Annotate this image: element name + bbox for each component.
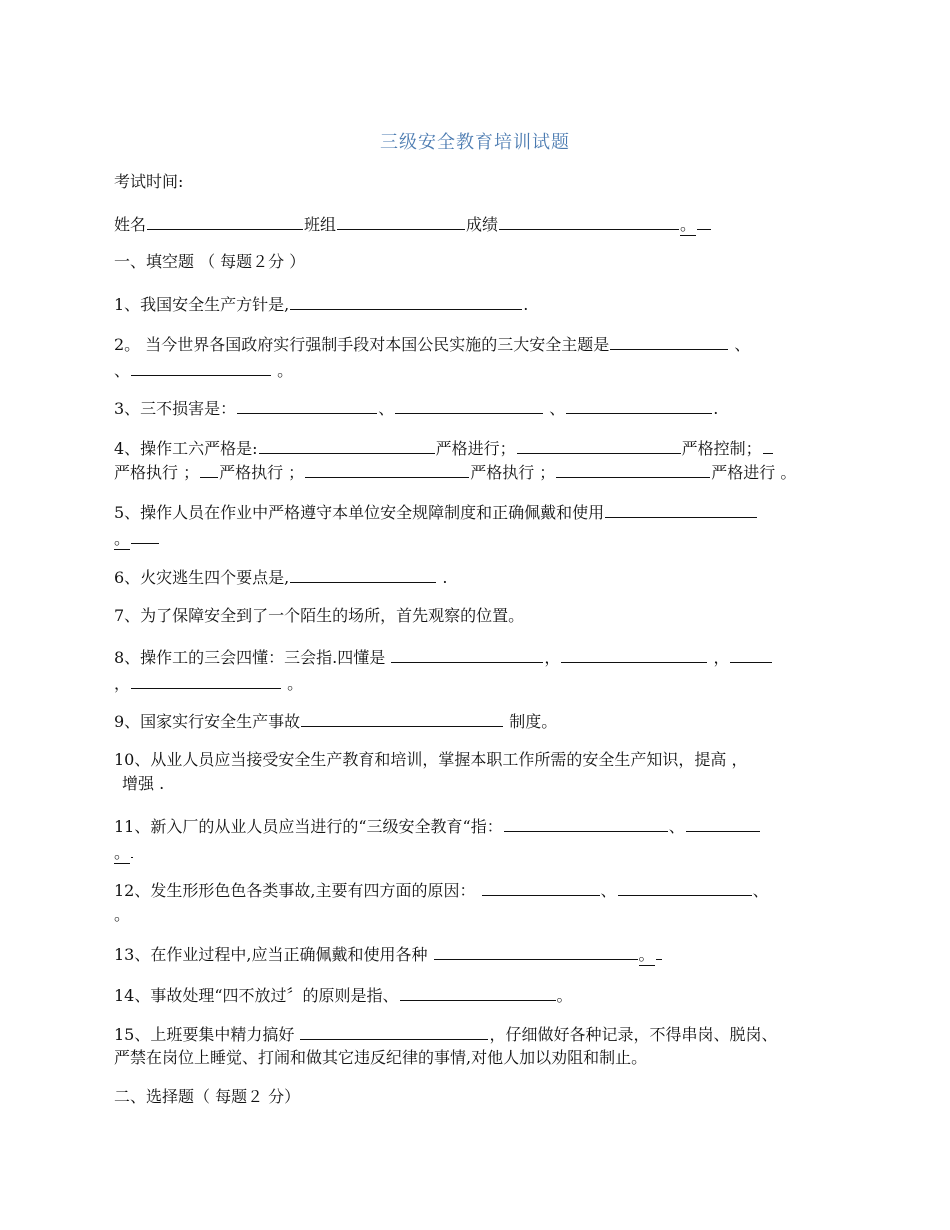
question-1 xyxy=(114,293,850,313)
question-13 xyxy=(114,943,850,963)
score-blank[interactable] xyxy=(499,213,679,230)
q2-blank-2[interactable] xyxy=(131,359,271,376)
class-blank[interactable] xyxy=(337,213,465,230)
q15-blank[interactable] xyxy=(300,1023,488,1040)
q15-rest: ，仔细做好各种记录，不得串岗、脱岗、 xyxy=(489,1025,778,1044)
q2-end: 。 xyxy=(272,361,294,380)
question-12-line2: 。 xyxy=(114,905,131,924)
question-4-line2 xyxy=(114,461,850,481)
exam-time-label: 考试时间: xyxy=(114,172,184,191)
q6-blank[interactable] xyxy=(290,566,436,583)
q2-blank-1[interactable] xyxy=(610,333,728,350)
question-7: 7、为了保障安全到了一个陌生的场所，首先观察的位置。 xyxy=(114,606,525,625)
q4-p2: 严格控制； xyxy=(681,439,762,458)
student-info-line xyxy=(114,213,850,233)
question-15-line2: 严禁在岗位上睡觉、打闹和做其它违反纪律的事情,对他人加以劝阻和制止。 xyxy=(114,1048,648,1067)
question-1-text: 1、我国安全生产方针是, xyxy=(114,295,290,314)
question-3 xyxy=(114,397,850,417)
question-2-text: 2。 当今世界各国政府实行强制手段对本国公民实施的三大安全主题是 xyxy=(114,335,610,354)
q8-sep1: ， xyxy=(544,648,561,667)
q4-blank-4[interactable] xyxy=(200,461,218,478)
q3-sep1: 、 xyxy=(378,399,395,418)
q11-blank-2[interactable] xyxy=(686,815,760,832)
class-label: 班组 xyxy=(304,215,337,234)
question-14 xyxy=(114,984,850,1004)
q2-sep: 、 xyxy=(729,335,751,354)
q8-end: 。 xyxy=(282,674,304,693)
q13-blank[interactable] xyxy=(434,943,638,960)
name-label: 姓名 xyxy=(114,215,147,234)
question-10: 10、从业人员应当接受安全生产教育和培训，掌握本职工作所需的安全生产知识，提高 ， xyxy=(114,750,748,769)
question-13-text: 13、在作业过程中,应当正确佩戴和使用各种 xyxy=(114,945,433,964)
q5-blank[interactable] xyxy=(605,501,757,518)
section2-heading: 二、选择题（ 每题２ 分） xyxy=(114,1087,301,1106)
question-4 xyxy=(114,437,850,457)
q4-blank-5[interactable] xyxy=(305,461,469,478)
q5-tail-blank xyxy=(131,527,159,544)
question-10-line2: 增强 . xyxy=(122,774,165,793)
q12-sep1: 、 xyxy=(600,881,617,900)
q11-end: 。 xyxy=(114,843,131,862)
question-5-line2 xyxy=(114,527,850,547)
exam-time-line xyxy=(114,172,850,192)
score-tail-blank xyxy=(697,213,711,230)
q11-tail-blank xyxy=(131,841,133,858)
q8-blank-1[interactable] xyxy=(391,646,543,663)
question-12-text: 12、发生形形色色各类事故,主要有四方面的原因： xyxy=(114,881,481,900)
question-5 xyxy=(114,501,850,521)
q8-blank-2[interactable] xyxy=(561,646,707,663)
question-3-text: 3、三不损害是： xyxy=(114,399,237,418)
question-9-text: 9、国家实行安全生产事故 xyxy=(114,712,301,731)
q3-sep2: 、 xyxy=(544,399,566,418)
q12-sep2: 、 xyxy=(752,881,769,900)
question-12 xyxy=(114,879,850,899)
question-15-text: 15、上班要集中精力搞好 xyxy=(114,1025,300,1044)
q9-end: 制度。 xyxy=(504,712,558,731)
q3-blank-3[interactable] xyxy=(566,397,712,414)
q6-end: . xyxy=(437,568,448,587)
question-8 xyxy=(114,646,850,666)
q4-line2-d: 严格进行 。 xyxy=(711,463,797,482)
q4-blank-6[interactable] xyxy=(556,461,710,478)
question-15 xyxy=(114,1023,850,1043)
q1-blank[interactable] xyxy=(290,293,522,310)
q4-line2-c: 严格执行 ； xyxy=(470,463,556,482)
q11-sep: 、 xyxy=(668,817,685,836)
name-blank[interactable] xyxy=(147,213,303,230)
q8-line2-start: ， xyxy=(114,674,131,693)
q14-blank[interactable] xyxy=(400,984,556,1001)
score-end: 。 xyxy=(680,215,697,234)
q4-blank-1[interactable] xyxy=(259,437,435,454)
q3-end: . xyxy=(713,399,719,418)
question-2 xyxy=(114,333,850,353)
q4-line2-b: 严格执行 ； xyxy=(219,463,305,482)
q5-end: 。 xyxy=(114,529,131,548)
q4-blank-3[interactable] xyxy=(763,437,773,454)
q12-blank-1[interactable] xyxy=(482,879,600,896)
q13-tail-blank xyxy=(656,943,662,960)
q9-blank[interactable] xyxy=(301,710,503,727)
q8-blank-3[interactable] xyxy=(730,646,772,663)
question-8-line2 xyxy=(114,672,850,692)
q12-blank-2[interactable] xyxy=(618,879,752,896)
question-8-text: 8、操作工的三会四懂：三会指.四懂是 xyxy=(114,648,391,667)
q14-end: 。 xyxy=(556,986,573,1005)
question-4-text: 4、操作工六严格是: xyxy=(114,439,258,458)
q13-end: 。 xyxy=(638,945,655,964)
question-6-text: 6、火灾逃生四个要点是, xyxy=(114,568,290,587)
q1-end: . xyxy=(523,295,529,314)
question-11 xyxy=(114,815,850,835)
question-9 xyxy=(114,710,850,730)
question-11-text: 11、新入厂的从业人员应当进行的“三级安全教育“指： xyxy=(114,817,503,836)
question-5-text: 5、操作人员在作业中严格遵守本单位安全规障制度和正确佩戴和使用 xyxy=(114,503,605,522)
q8-blank-4[interactable] xyxy=(131,672,281,689)
q3-blank-1[interactable] xyxy=(237,397,377,414)
q4-p1: 严格进行； xyxy=(435,439,516,458)
q2-line2-start: 、 xyxy=(114,361,131,380)
q8-sep2: ， xyxy=(708,648,730,667)
question-6 xyxy=(114,566,850,586)
q11-blank-1[interactable] xyxy=(504,815,668,832)
q4-line2-a: 严格执行 ； xyxy=(114,463,200,482)
page-title: 三级安全教育培训试题 xyxy=(380,132,570,153)
section1-heading: 一、填空题 （ 每题２分 ） xyxy=(114,252,306,271)
score-label: 成绩 xyxy=(466,215,499,234)
question-2-line2 xyxy=(114,359,850,379)
q3-blank-2[interactable] xyxy=(395,397,543,414)
q4-blank-2[interactable] xyxy=(517,437,681,454)
question-14-text: 14、事故处理“四不放过〞的原则是指、 xyxy=(114,986,399,1005)
question-11-line2 xyxy=(114,841,850,861)
